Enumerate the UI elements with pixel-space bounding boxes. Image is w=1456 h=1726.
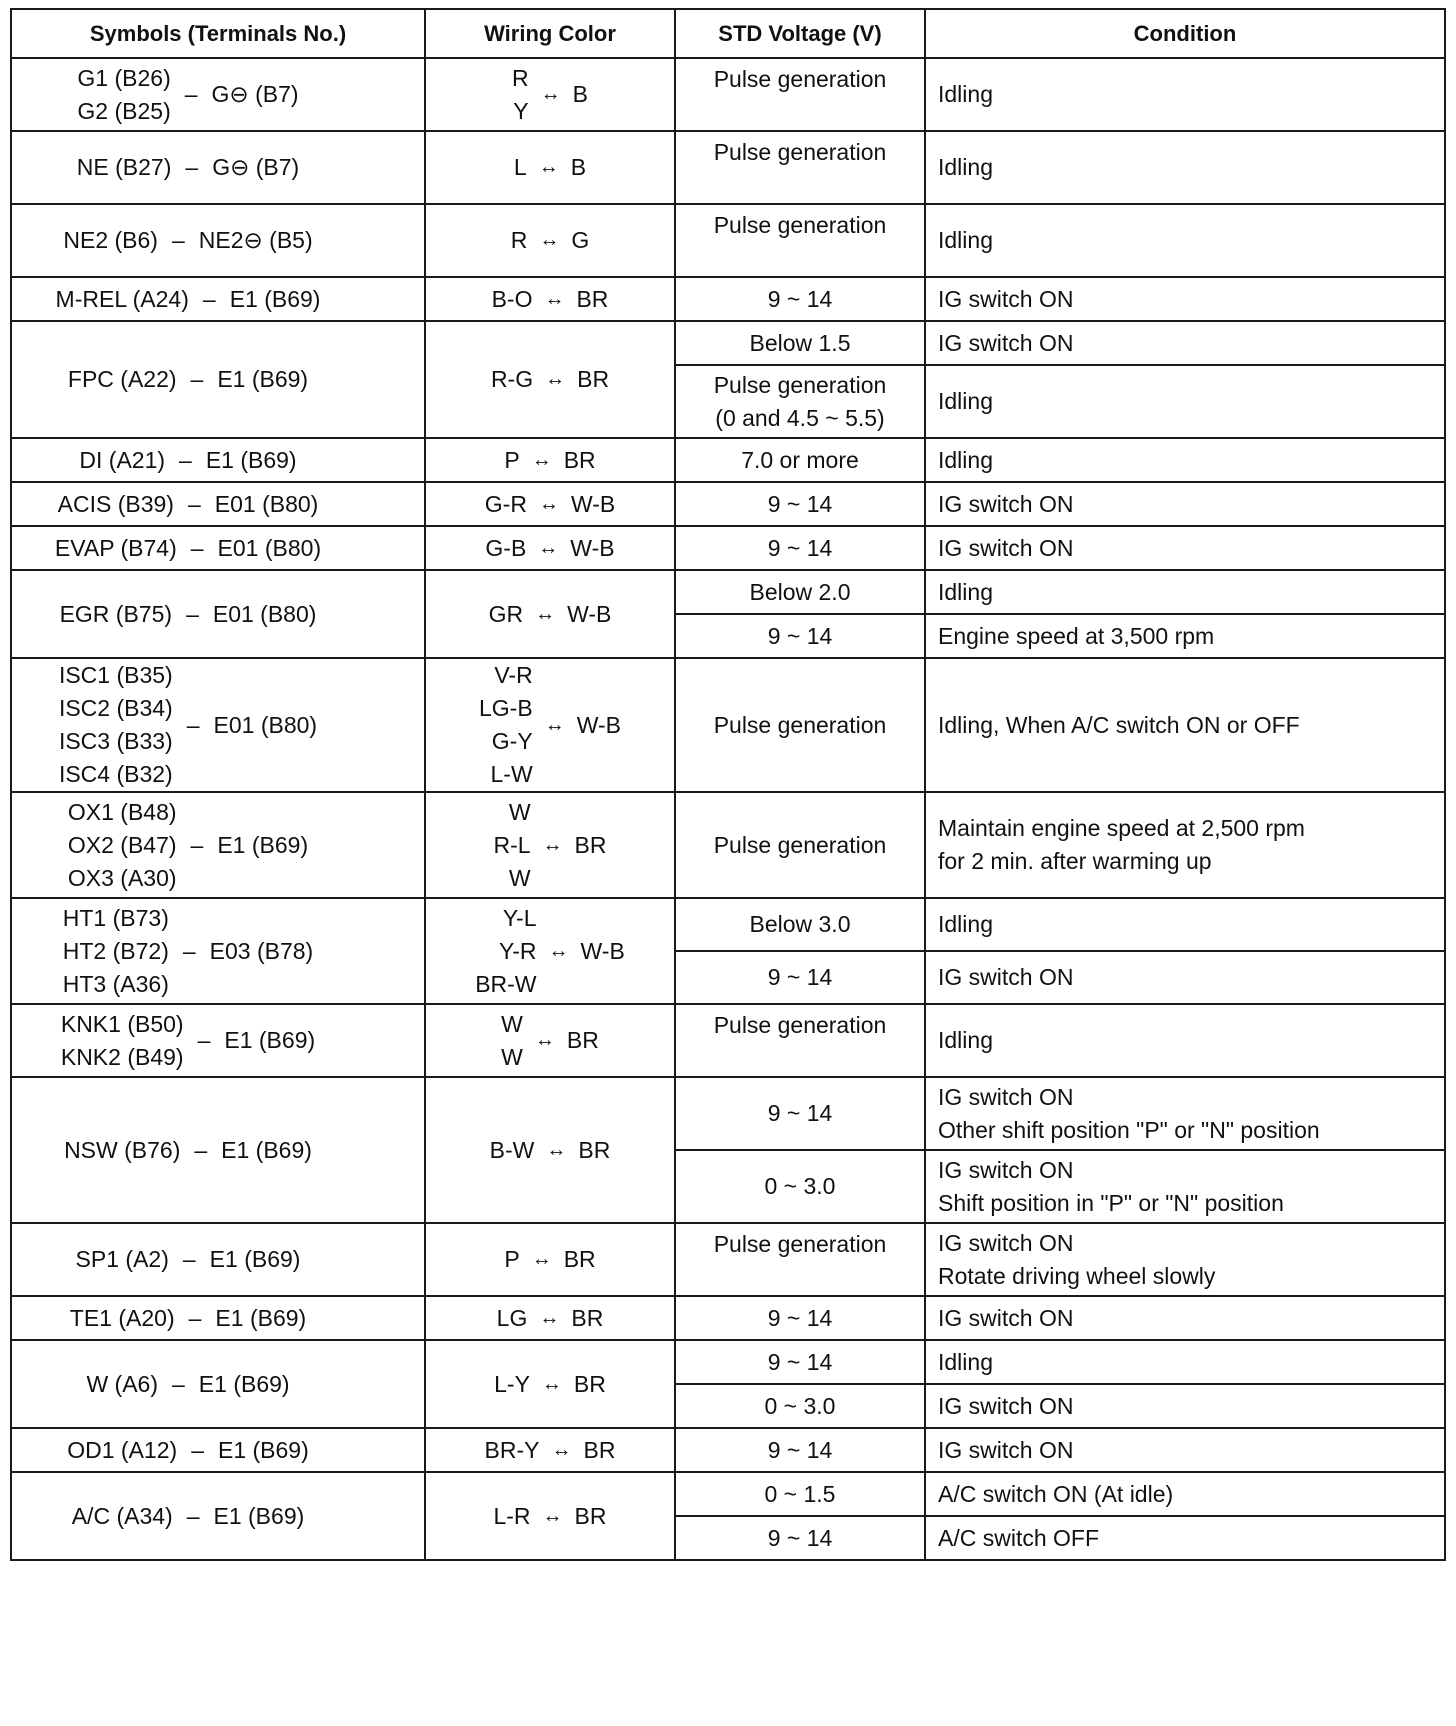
double-arrow-icon: ↔ (538, 156, 559, 178)
double-arrow-icon: ↔ (535, 602, 556, 625)
std-voltage-cell: Pulse generation (0 and 4.5 ~ 5.5) (675, 365, 925, 438)
wire-color: W (508, 798, 531, 825)
double-arrow-icon: ↔ (545, 368, 566, 390)
condition-cell: IG switch ON (925, 951, 1445, 1004)
wire-color: B-O (491, 285, 533, 312)
wiring-cell (425, 1340, 675, 1428)
wiring-cell (425, 438, 675, 482)
condition-cell: Idling (925, 1340, 1445, 1384)
dash-separator: – (190, 366, 204, 392)
terminal-label: ISC4 (B32) (58, 761, 173, 787)
condition-cell: Idling (925, 365, 1445, 438)
std-voltage-cell: 9 ~ 14 (675, 482, 925, 526)
ground-terminal-label: E1 (B69) (209, 1246, 301, 1272)
ecu-terminals-table (10, 8, 1446, 1561)
header-row (11, 9, 1445, 58)
terminal-label: TE1 (A20) (69, 1304, 175, 1331)
dash-separator: – (186, 600, 199, 627)
double-arrow-icon: ↔ (539, 229, 560, 251)
dash-separator: – (186, 1502, 200, 1529)
wire-color: L-Y (494, 1370, 530, 1397)
symbols-cell (11, 1296, 425, 1340)
wire-color: R-G (490, 366, 534, 392)
condition-cell: Idling (925, 438, 1445, 482)
dash-separator: – (179, 446, 192, 473)
symbols-cell (11, 204, 425, 277)
wire-color: P (504, 1246, 520, 1272)
table-row (11, 277, 1445, 321)
wire-color: L (513, 154, 527, 180)
terminal-label: SP1 (A2) (75, 1246, 169, 1272)
wiring-cell (425, 58, 675, 131)
ground-terminal-label: E1 (B69) (205, 446, 297, 473)
condition-cell: Engine speed at 3,500 rpm (925, 614, 1445, 658)
symbols-cell (11, 1340, 425, 1428)
double-arrow-icon: ↔ (539, 1306, 560, 1329)
ground-wire-color: W-B (576, 711, 621, 738)
ground-wire-color: W-B (580, 937, 625, 964)
wire-color: W (501, 1043, 523, 1070)
terminal-label: EGR (B75) (59, 600, 173, 627)
wire-color: W (501, 1010, 523, 1037)
ground-terminal-label: E01 (B80) (217, 534, 322, 561)
wiring-cell (425, 1296, 675, 1340)
std-voltage-cell: 9 ~ 14 (675, 277, 925, 321)
std-voltage-cell: 0 ~ 1.5 (675, 1472, 925, 1516)
table-row (11, 482, 1445, 526)
std-voltage-cell: 9 ~ 14 (675, 1340, 925, 1384)
table-row (11, 570, 1445, 614)
std-voltage-cell: 9 ~ 14 (675, 614, 925, 658)
ground-terminal-label: E1 (B69) (217, 831, 309, 858)
terminal-label: FPC (A22) (67, 366, 177, 392)
std-voltage-cell: Pulse generation (675, 658, 925, 792)
std-voltage-cell: 9 ~ 14 (675, 951, 925, 1004)
wiring-cell (425, 898, 675, 1004)
std-voltage-cell: 9 ~ 14 (675, 1428, 925, 1472)
header-condition: Condition (925, 9, 1445, 58)
table-row (11, 321, 1445, 365)
double-arrow-icon: ↔ (546, 1138, 567, 1161)
symbols-cell (11, 792, 425, 898)
terminal-label: W (A6) (86, 1370, 158, 1397)
table-row (11, 898, 1445, 951)
ground-wire-color: W-B (567, 600, 612, 627)
ground-terminal-label: E1 (B69) (217, 366, 309, 392)
symbols-cell (11, 1077, 425, 1223)
wire-color: B-W (489, 1136, 535, 1163)
wire-color: LG (496, 1304, 528, 1331)
ground-terminal-label: E1 (B69) (198, 1370, 290, 1397)
wire-color: R (510, 227, 528, 253)
std-voltage-cell: 9 ~ 14 (675, 526, 925, 570)
dash-separator: – (171, 227, 185, 253)
condition-cell: IG switch ON (925, 482, 1445, 526)
double-arrow-icon: ↔ (531, 1248, 552, 1270)
dash-separator: – (202, 285, 216, 312)
table-row (11, 1428, 1445, 1472)
header-wiring-color: Wiring Color (425, 9, 675, 58)
ground-terminal-label: NE2⊖ (B5) (198, 227, 313, 253)
dash-separator: – (188, 1304, 202, 1331)
terminal-label: NE2 (B6) (63, 227, 158, 253)
std-voltage-cell: Pulse generation (675, 204, 925, 277)
symbols-cell (11, 321, 425, 438)
symbols-cell (11, 526, 425, 570)
symbols-cell (11, 658, 425, 792)
ground-wire-color: BR (563, 446, 596, 473)
dash-separator: – (182, 1246, 196, 1272)
condition-cell: IG switch ON (925, 321, 1445, 365)
condition-cell: IG switch ON Shift position in "P" or "N" position (925, 1150, 1445, 1223)
ground-terminal-label: E01 (B80) (212, 600, 317, 627)
dash-separator: – (190, 534, 204, 561)
condition-cell: Idling (925, 898, 1445, 951)
std-voltage-cell: Pulse generation (675, 1004, 925, 1077)
std-voltage-cell: Below 2.0 (675, 570, 925, 614)
wiring-cell (425, 526, 675, 570)
ground-wire-color: BR (583, 1436, 616, 1463)
symbols-cell (11, 1428, 425, 1472)
wiring-cell (425, 482, 675, 526)
symbols-cell (11, 438, 425, 482)
condition-cell: A/C switch OFF (925, 1516, 1445, 1560)
std-voltage-cell: 9 ~ 14 (675, 1077, 925, 1150)
condition-cell: Idling (925, 570, 1445, 614)
header-std-voltage: STD Voltage (V) (675, 9, 925, 58)
ground-terminal-label: E1 (B69) (224, 1027, 316, 1053)
ground-terminal-label: E1 (B69) (221, 1136, 312, 1163)
wire-color: W (508, 864, 531, 891)
ground-wire-color: BR (574, 831, 607, 858)
wiring-cell (425, 204, 675, 277)
condition-cell: Maintain engine speed at 2,500 rpm for 2 min. after warming up (925, 792, 1445, 898)
wire-color: P (504, 446, 520, 473)
wiring-cell (425, 131, 675, 204)
table-row (11, 1223, 1445, 1296)
ground-wire-color: W-B (570, 490, 616, 517)
terminal-label: NSW (B76) (64, 1136, 181, 1163)
wire-color: L-W (490, 761, 533, 787)
dash-separator: – (187, 490, 201, 517)
wire-color: Y-R (499, 937, 537, 964)
wire-color: Y-L (502, 904, 537, 931)
double-arrow-icon: ↔ (544, 713, 565, 736)
condition-cell: A/C switch ON (At idle) (925, 1472, 1445, 1516)
condition-cell: IG switch ON (925, 1296, 1445, 1340)
wire-color: G-Y (491, 728, 533, 754)
table-row (11, 131, 1445, 204)
wire-color: BR-Y (484, 1436, 540, 1463)
dash-separator: – (186, 711, 200, 738)
double-arrow-icon: ↔ (551, 1438, 572, 1461)
dash-separator: – (194, 1136, 208, 1163)
double-arrow-icon: ↔ (548, 939, 569, 962)
std-voltage-cell: Below 1.5 (675, 321, 925, 365)
terminal-label: OX1 (B48) (67, 798, 177, 825)
condition-cell: Idling (925, 204, 1445, 277)
condition-cell: IG switch ON Rotate driving wheel slowly (925, 1223, 1445, 1296)
condition-cell: Idling (925, 58, 1445, 131)
condition-cell: IG switch ON (925, 1384, 1445, 1428)
wiring-cell (425, 570, 675, 658)
table-row (11, 438, 1445, 482)
table-row (11, 58, 1445, 131)
wiring-cell (425, 658, 675, 792)
symbols-cell (11, 1223, 425, 1296)
wire-color: LG-B (479, 695, 533, 721)
terminal-label: DI (A21) (79, 446, 166, 473)
condition-cell: IG switch ON Other shift position "P" or "N" position (925, 1077, 1445, 1150)
double-arrow-icon: ↔ (542, 833, 563, 856)
symbols-cell (11, 570, 425, 658)
std-voltage-cell: Pulse generation (675, 131, 925, 204)
terminal-label: ISC3 (B33) (58, 728, 173, 754)
terminal-label: G2 (B25) (77, 97, 171, 124)
wire-color: R (512, 64, 529, 91)
ground-wire-color: BR (577, 366, 610, 392)
terminal-label: HT1 (B73) (62, 904, 169, 931)
std-voltage-cell: 9 ~ 14 (675, 1516, 925, 1560)
wiring-cell (425, 1077, 675, 1223)
terminal-label: HT3 (A36) (62, 970, 169, 997)
terminal-label: ACIS (B39) (57, 490, 174, 517)
ground-wire-color: BR (574, 1502, 607, 1529)
ground-wire-color: BR (563, 1246, 596, 1272)
terminal-label: KNK2 (B49) (60, 1043, 184, 1070)
wire-color: G-B (485, 534, 527, 561)
ground-wire-color: B (570, 154, 587, 180)
table-row (11, 204, 1445, 277)
terminal-label: G1 (B26) (77, 64, 171, 91)
table-row (11, 792, 1445, 898)
dash-separator: – (185, 154, 199, 180)
condition-cell: IG switch ON (925, 277, 1445, 321)
table-row (11, 1472, 1445, 1516)
dash-separator: – (172, 1370, 185, 1397)
ground-terminal-label: E01 (B80) (213, 711, 318, 738)
double-arrow-icon: ↔ (541, 1372, 562, 1395)
symbols-cell (11, 58, 425, 131)
terminal-label: OX2 (B47) (67, 831, 177, 858)
symbols-cell (11, 277, 425, 321)
wire-color: L-R (493, 1502, 531, 1529)
wiring-cell (425, 1428, 675, 1472)
double-arrow-icon: ↔ (544, 287, 565, 310)
ground-wire-color: BR (566, 1027, 599, 1053)
std-voltage-cell: 0 ~ 3.0 (675, 1384, 925, 1428)
wiring-cell (425, 792, 675, 898)
std-voltage-cell: Pulse generation (675, 1223, 925, 1296)
std-voltage-cell: 9 ~ 14 (675, 1296, 925, 1340)
terminal-label: OX3 (A30) (67, 864, 177, 891)
terminal-label: NE (B27) (76, 154, 172, 180)
symbols-cell (11, 1472, 425, 1560)
table-row (11, 1296, 1445, 1340)
table-row (11, 1077, 1445, 1150)
ground-wire-color: W-B (570, 534, 615, 561)
dash-separator: – (190, 831, 204, 858)
ground-terminal-label: G⊖ (B7) (211, 81, 299, 107)
ground-wire-color: BR (578, 1136, 611, 1163)
condition-cell: IG switch ON (925, 526, 1445, 570)
ground-wire-color: B (572, 81, 588, 107)
condition-cell: Idling (925, 131, 1445, 204)
wire-color: G-R (484, 490, 527, 517)
dash-separator: – (182, 937, 196, 964)
ground-terminal-label: G⊖ (B7) (212, 154, 300, 180)
ground-terminal-label: E1 (B69) (217, 1436, 309, 1463)
terminal-label: M-REL (A24) (55, 285, 189, 312)
double-arrow-icon: ↔ (534, 1029, 555, 1051)
ground-wire-color: BR (571, 1304, 604, 1331)
wire-color: R-L (493, 831, 531, 858)
ground-wire-color: BR (576, 285, 609, 312)
wire-color: GR (488, 600, 524, 627)
ground-terminal-label: E1 (B69) (213, 1502, 305, 1529)
symbols-cell (11, 131, 425, 204)
wiring-cell (425, 1472, 675, 1560)
dash-separator: – (184, 81, 198, 107)
condition-cell: Idling, When A/C switch ON or OFF (925, 658, 1445, 792)
table-row (11, 658, 1445, 792)
header-symbols: Symbols (Terminals No.) (11, 9, 425, 58)
table-row (11, 526, 1445, 570)
terminal-label: KNK1 (B50) (60, 1010, 184, 1037)
wiring-cell (425, 1004, 675, 1077)
condition-cell: Idling (925, 1004, 1445, 1077)
ground-terminal-label: E1 (B69) (215, 1304, 307, 1331)
condition-cell: IG switch ON (925, 1428, 1445, 1472)
terminal-label: ISC1 (B35) (58, 662, 173, 688)
table-row (11, 1004, 1445, 1077)
double-arrow-icon: ↔ (531, 448, 552, 471)
terminal-label: ISC2 (B34) (58, 695, 173, 721)
symbols-cell (11, 482, 425, 526)
double-arrow-icon: ↔ (538, 492, 559, 515)
symbols-cell (11, 1004, 425, 1077)
ground-terminal-label: E03 (B78) (209, 937, 314, 964)
ground-terminal-label: E1 (B69) (229, 285, 321, 312)
wire-color: V-R (494, 662, 533, 688)
terminal-label: OD1 (A12) (67, 1436, 178, 1463)
ground-terminal-label: E01 (B80) (214, 490, 319, 517)
ground-wire-color: BR (573, 1370, 606, 1397)
std-voltage-cell: Pulse generation (675, 792, 925, 898)
ground-wire-color: G (571, 227, 590, 253)
symbols-cell (11, 898, 425, 1004)
terminal-label: EVAP (B74) (54, 534, 177, 561)
double-arrow-icon: ↔ (538, 536, 559, 559)
table-row (11, 1340, 1445, 1384)
terminal-label: A/C (A34) (71, 1502, 173, 1529)
terminal-label: HT2 (B72) (62, 937, 169, 964)
wire-color: BR-W (475, 970, 537, 997)
wiring-cell (425, 321, 675, 438)
double-arrow-icon: ↔ (540, 83, 561, 105)
dash-separator: – (191, 1436, 204, 1463)
double-arrow-icon: ↔ (542, 1504, 563, 1527)
std-voltage-cell: Below 3.0 (675, 898, 925, 951)
wiring-cell (425, 277, 675, 321)
dash-separator: – (197, 1027, 211, 1053)
std-voltage-cell: 7.0 or more (675, 438, 925, 482)
std-voltage-cell: 0 ~ 3.0 (675, 1150, 925, 1223)
wire-color: Y (513, 97, 529, 124)
wiring-cell (425, 1223, 675, 1296)
std-voltage-cell: Pulse generation (675, 58, 925, 131)
